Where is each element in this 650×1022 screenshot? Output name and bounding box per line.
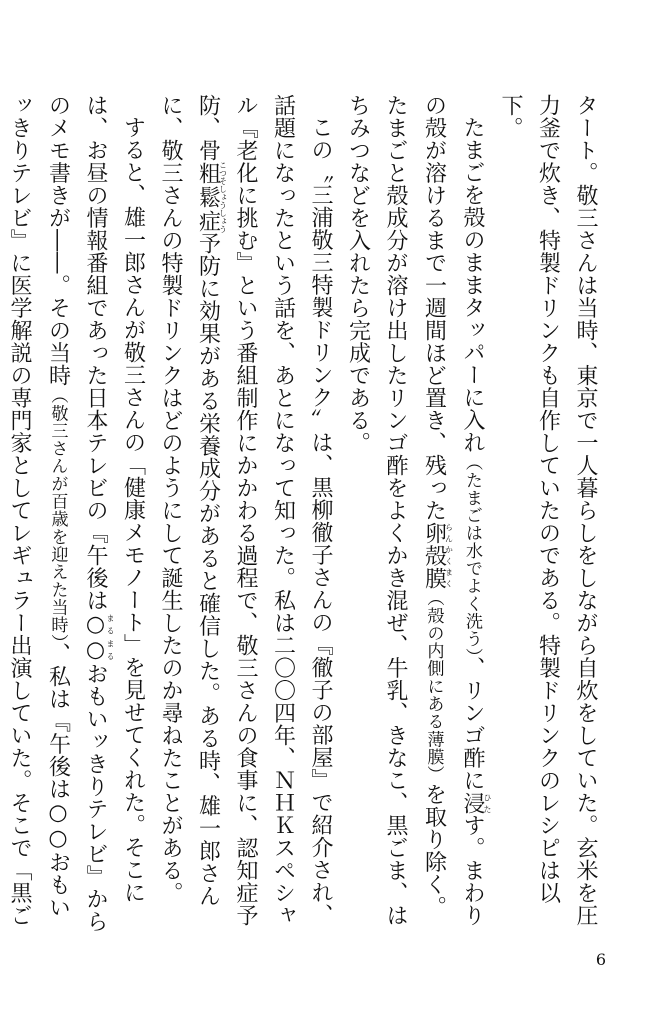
text-run: タート。敬三さんは当時、東京で一人暮らしをしながら自炊をしていた。玄米を圧力釜で炊き、特製ドリンクも自作していたのである。特製ドリンクのレシピは以下。 (498, 94, 598, 927)
text-run: す。まわりの殻が溶けるまで一週間ほど置き、残った (421, 94, 485, 927)
ruby-annotated-word (83, 611, 115, 663)
ruby-annotated-word (421, 521, 454, 590)
ruby-annotated-word (460, 791, 492, 815)
parenthetical-note: （たまごは水でよく洗う） (462, 453, 482, 657)
parenthetical-note: （敬三さんが百歳を迎えた当時） (47, 386, 68, 643)
text-run: 、リンゴ酢に (460, 656, 485, 792)
page-number: 6 (595, 950, 606, 969)
parenthetical-note: （殻の内側にある薄膜） (423, 589, 444, 784)
text-run: おもいッきりテレビ』からのメモ書きが――。その当時 (45, 94, 108, 933)
furigana: まるまる (106, 611, 115, 663)
text-run: 予防に効果がある栄養成分があると確信した。ある時、雄一郎さんに、敬三さんの特製ドリンクはどのようにして誕生したのか尋ねたことがある。 (158, 94, 221, 907)
furigana: らんかくまく (444, 521, 454, 589)
paragraph (152, 94, 340, 939)
vertical-body-text (7, 94, 604, 939)
ruby-base: 粗鬆症 (195, 160, 221, 233)
ruby-base: ○○ (83, 611, 108, 663)
text-run: すると、雄一郎さんが敬三さんの「健康メモノート」を見せてくれた。そこには、お昼の情報番組であった日本テレビの『午後は (83, 94, 146, 904)
ruby-base: 卵殻膜 (421, 521, 447, 589)
paragraph (492, 94, 605, 939)
ruby-annotated-word (195, 160, 228, 233)
furigana: ひた (483, 791, 492, 815)
text-run: を取り除く。たまごと殻成分が溶け出したリンゴ酢をよくかき混ぜ、牛乳、きなこ、黒ごま、はちみつなどを入れたら完成である。 (345, 94, 447, 927)
text-run: 、私は『午後は○○おもいッきりテレビ』に医学解説の専門家としてレギュラー出演していた。そこで「黒ご (7, 94, 71, 927)
text-run: この〝三浦敬三特製ドリンク〟は、黒柳徹子さんの『徹子の部屋』で紹介され、話題になったという話を、あとになって知った。私は二〇〇四年、ＮＨＫスペシャル『老化に挑む』という番組制作にかかわる過程で、敬三さんの食事に、認知症予防、骨 (195, 94, 333, 927)
ruby-base: 浸 (460, 791, 485, 815)
paragraph (339, 94, 492, 939)
furigana: こつそしょうしょう (218, 160, 228, 233)
paragraph (0, 94, 152, 939)
text-run: たまごを殻のままタッパーに入れ (460, 116, 485, 454)
